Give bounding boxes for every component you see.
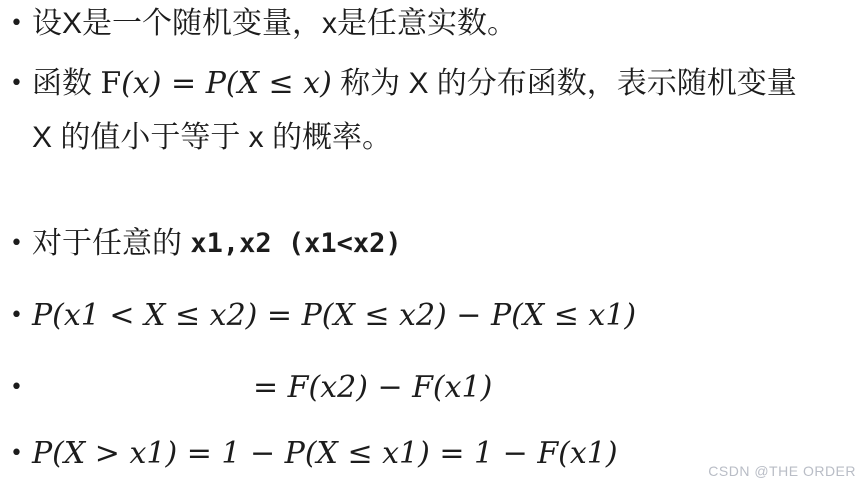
bullet-marker: • — [10, 303, 23, 328]
bullet-line-interval-probability-formula — [10, 296, 636, 336]
text-run-chinese: 函数 — [32, 67, 101, 100]
text-run-chinese: 对于任意的 — [32, 227, 191, 260]
text-run-function-symbol: F — [100, 66, 122, 101]
bullet-line-for-any-x1-x2 — [10, 224, 402, 264]
text-run-math-formula: P(X > x1) = 1 − P(X ≤ x1) = 1 − F(x1) — [32, 436, 618, 471]
bullet-line-random-variable-definition — [10, 4, 517, 44]
wrapped-line-probability-explanation — [10, 118, 392, 158]
bullet-marker: • — [10, 375, 23, 400]
text-run-math-formula: = F(x2) − F(x1) — [253, 370, 493, 405]
bullet-line-formula-continuation — [10, 368, 492, 408]
text-run-chinese: X 的值小于等于 x 的概率。 — [32, 121, 393, 154]
text-run-chinese: 称为 X 的分布函数，表示随机变量 — [331, 67, 797, 100]
text-run-math-formula: P(x1 < X ≤ x2) = P(X ≤ x2) − P(X ≤ x1) — [32, 298, 637, 333]
bullet-marker: • — [10, 231, 23, 256]
csdn-watermark: CSDN @THE ORDER — [708, 463, 856, 479]
bullet-marker: • — [10, 71, 23, 96]
text-run-math-formula: (x) = P(X ≤ x) — [121, 66, 332, 101]
bullet-marker: • — [10, 11, 23, 36]
bullet-line-complement-probability-formula — [10, 434, 618, 474]
bullet-marker: • — [10, 441, 23, 466]
bullet-line-distribution-function-definition — [10, 64, 797, 104]
text-run-variables: x1,x2 (x1<x2) — [190, 228, 402, 259]
text-run-chinese: 设X是一个随机变量，x是任意实数。 — [32, 7, 518, 40]
